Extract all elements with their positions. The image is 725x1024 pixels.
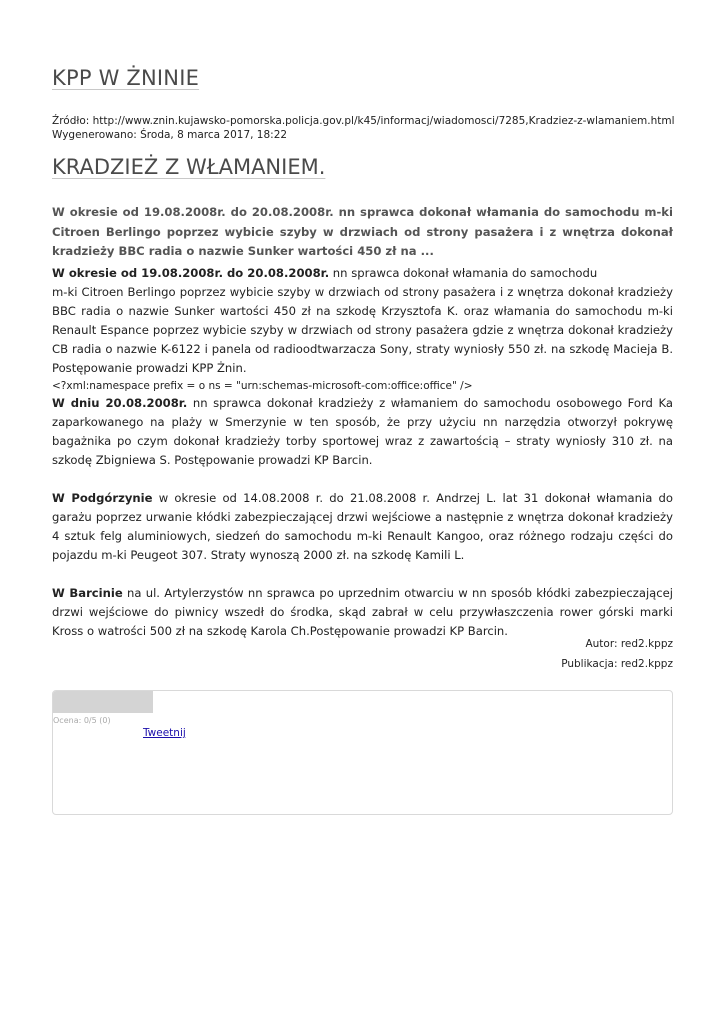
author-info <box>561 634 673 674</box>
source-url: Źródło: http://www.znin.kujawsko-pomorska.policja.gov.pl/k45/informacj/wiadomosci/7285,Kradziez-z-wlamaniem.html <box>52 115 675 127</box>
document-meta <box>52 114 675 142</box>
article-body <box>52 264 673 641</box>
paragraph-3-text: w okresie od 14.08.2008 r. do 21.08.2008 r. Andrzej L. lat 31 dokonał włamania do garażu poprzez urwanie kłódki zabezpieczającej drzwi wejściowe a następnie z wnętrza dokonał kradzieży 4 sztuk felg aluminiowych, siedzeń do samochodu m-ki Renault Kangoo, oraz różnego rodzaju części do pojazdu m-ki Peugeot 307. Straty wynoszą 2000 zł. na szkodę Kamili L. <box>52 491 673 562</box>
paragraph-2-bold: W dniu 20.08.2008r. <box>52 396 188 410</box>
paragraph-3 <box>52 489 673 565</box>
site-title: KPP W ŻNINIE <box>52 66 200 90</box>
paragraph-1-rest: m-ki Citroen Berlingo poprzez wybicie szyby w drzwiach od strony pasażera i z wnętrza dokonał kradzieży BBC radia o nazwie Sunker wartości 450 zł na szkodę Krzysztofa K. oraz włamania do samochodu m-ki Renault Espance poprzez wybicie szyby w drzwiach od strony pasażera gdzie z wnętrza dokonał kradzieży CB radia o nazwie K-6122 i panela od radioodtwarzacza Sony, straty wyniosły 550 zł. na szkodę Macieja B. Postępowanie prowadzi KPP Żnin. <box>52 285 673 375</box>
paragraph-4-bold: W Barcinie <box>52 586 123 600</box>
article-title: KRADZIEŻ Z WŁAMANIEM. <box>52 155 326 179</box>
paragraph-2 <box>52 394 673 470</box>
paragraph-gap <box>52 470 673 489</box>
paragraph-1 <box>52 264 673 378</box>
publication: Publikacja: red2.kppz <box>561 658 673 670</box>
rating-stars-bar[interactable] <box>53 691 153 713</box>
paragraph-gap <box>52 565 673 584</box>
rating-label: Ocena: 0/5 (0) <box>53 716 111 725</box>
paragraph-1-line1: nn sprawca dokonał włamania do samochodu <box>329 266 598 280</box>
generated-date: Wygenerowano: Środa, 8 marca 2017, 18:22 <box>52 129 288 141</box>
rating-panel <box>52 690 673 815</box>
article-lead: W okresie od 19.08.2008r. do 20.08.2008r. nn sprawca dokonał włamania do samochodu m-ki Citroen Berlingo poprzez wybicie szyby w drzwiach od strony pasażera i z wnętrza dokonał kradzieży BBC radia o nazwie Sunker wartości 450 zł na ... <box>52 205 673 258</box>
author: Autor: red2.kppz <box>585 638 673 650</box>
xml-namespace-line: <?xml:namespace prefix = o ns = "urn:schemas-microsoft-com:office:office" /> <box>52 380 473 392</box>
paragraph-4-text: na ul. Artylerzystów nn sprawca po uprzednim otwarciu w nn sposób kłódki zabezpieczającej drzwi wejściowe do piwnicy wszedł do środka, skąd zabrał w celu przywłaszczenia rower górski marki Kross o watrości 500 zł na szkodę Karola Ch.Postępowanie prowadzi KP Barcin. <box>52 586 673 638</box>
paragraph-3-bold: W Podgórzynie <box>52 491 153 505</box>
tweet-link[interactable]: Tweetnij <box>143 727 186 739</box>
paragraph-2-text: nn sprawca dokonał kradzieży z włamaniem do samochodu osobowego Ford Ka zaparkowanego na plaży w Smerzynie w ten sposób, że przy użyciu nn narzędzia otworzył pokrywę bagażnika po czym dokonał kradzieży torby sportowej wraz z zawartością – straty wyniosły 310 zł. na szkodę Zbigniewa S. Postępowanie prowadzi KP Barcin. <box>52 396 673 467</box>
paragraph-1-bold: W okresie od 19.08.2008r. do 20.08.2008r. <box>52 266 330 280</box>
paragraph-4 <box>52 584 673 641</box>
